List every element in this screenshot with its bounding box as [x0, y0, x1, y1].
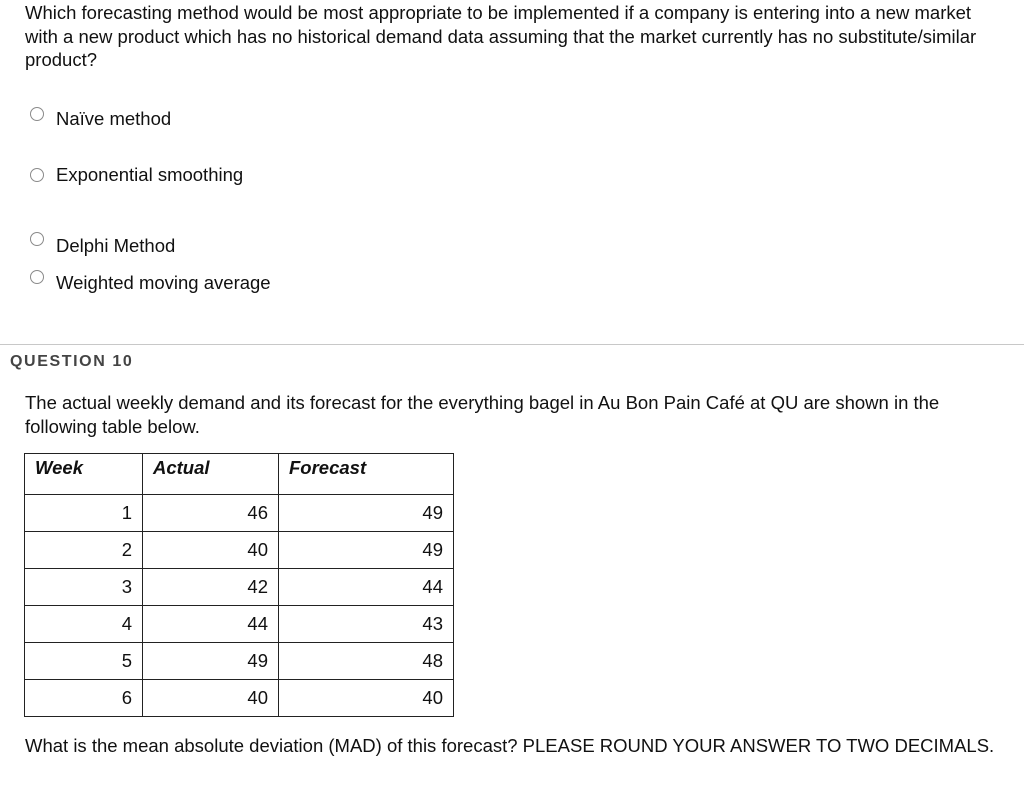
option-label: Weighted moving average [56, 272, 271, 293]
cell-week: 5 [25, 643, 143, 680]
table-header-row [25, 454, 454, 495]
option-delphi-method[interactable] [30, 235, 175, 257]
cell-actual: 44 [143, 606, 279, 643]
radio-exponential-smoothing[interactable] [30, 168, 44, 182]
question-9-text: Which forecasting method would be most appropriate to be implemented if a company is entering into a new market with a new product which has no historical demand data assuming that the market currently has no substitute/similar product? [25, 2, 977, 70]
cell-actual: 49 [143, 643, 279, 680]
cell-week: 2 [25, 532, 143, 569]
cell-forecast: 44 [279, 569, 454, 606]
radio-naive-method[interactable] [30, 107, 44, 121]
section-divider [0, 344, 1024, 345]
question-10-intro: The actual weekly demand and its forecast for the everything bagel in Au Bon Pain Café at QU are shown in the following table below. [25, 392, 940, 437]
header-actual: Actual [143, 454, 279, 495]
table-row [25, 532, 454, 569]
cell-actual: 42 [143, 569, 279, 606]
table-row [25, 569, 454, 606]
cell-forecast: 48 [279, 643, 454, 680]
cell-forecast: 40 [279, 680, 454, 717]
option-label: Delphi Method [56, 235, 176, 256]
table-row [25, 606, 454, 643]
table-row [25, 495, 454, 532]
header-week: Week [25, 454, 143, 495]
option-weighted-moving-average[interactable] [30, 272, 271, 294]
cell-forecast: 49 [279, 495, 454, 532]
cell-actual: 40 [143, 532, 279, 569]
header-forecast: Forecast [279, 454, 454, 495]
cell-forecast: 43 [279, 606, 454, 643]
cell-week: 4 [25, 606, 143, 643]
radio-delphi-method[interactable] [30, 232, 44, 246]
option-exponential-smoothing[interactable] [30, 164, 243, 186]
table-row [25, 643, 454, 680]
question-10-header: QUESTION 10 [10, 353, 134, 370]
cell-actual: 40 [143, 680, 279, 717]
cell-actual: 46 [143, 495, 279, 532]
option-naive-method[interactable] [30, 108, 171, 130]
radio-weighted-moving-average[interactable] [30, 270, 44, 284]
option-label: Exponential smoothing [56, 164, 244, 185]
table-row [25, 680, 454, 717]
cell-week: 3 [25, 569, 143, 606]
question-10-prompt: What is the mean absolute deviation (MAD) of this forecast? PLEASE ROUND YOUR ANSWER TO TWO DECIMALS. [25, 735, 995, 756]
cell-forecast: 49 [279, 532, 454, 569]
option-label: Naïve method [56, 108, 172, 129]
cell-week: 6 [25, 680, 143, 717]
demand-table [24, 453, 454, 717]
cell-week: 1 [25, 495, 143, 532]
